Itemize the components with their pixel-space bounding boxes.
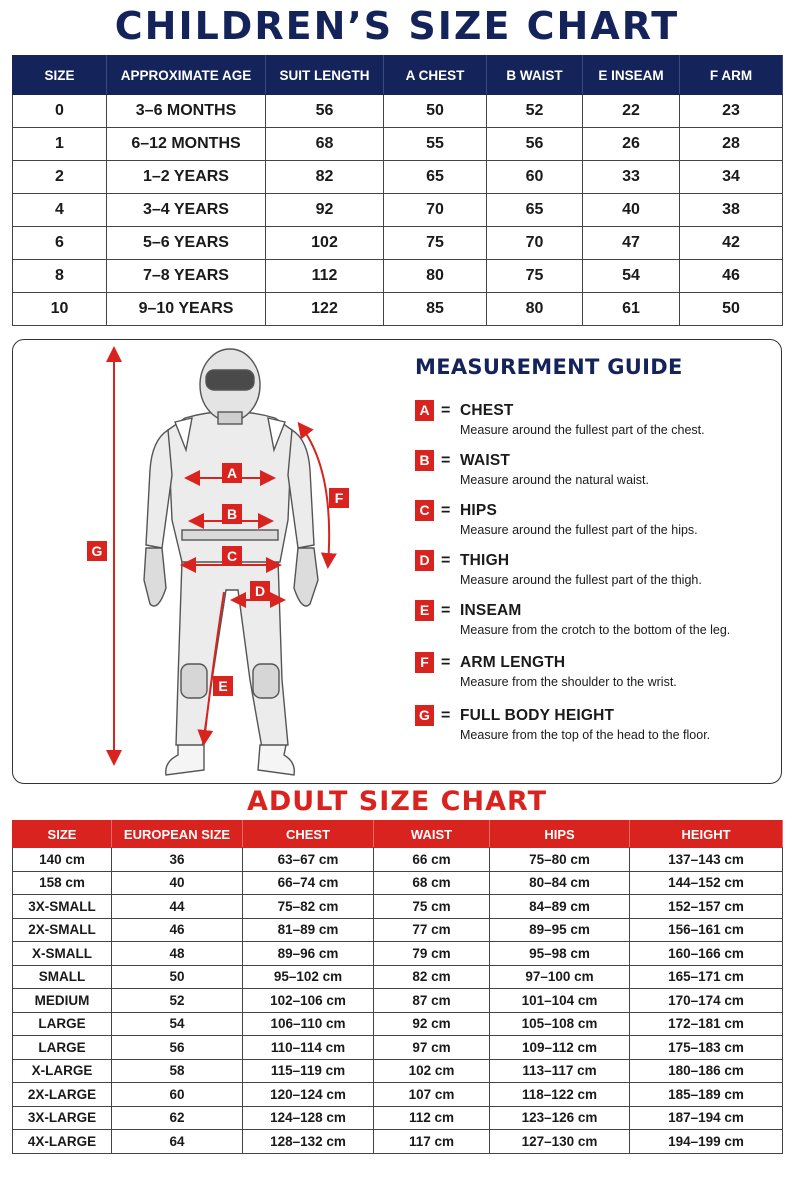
table-cell: 82 [266, 161, 384, 194]
table-cell: 87 cm [374, 989, 490, 1013]
figure-label-e: E [218, 678, 228, 694]
table-cell: 64 [112, 1130, 243, 1154]
table-row [13, 1130, 783, 1154]
table-cell: 115–119 cm [243, 1059, 374, 1083]
table-cell: 68 cm [374, 871, 490, 895]
column-header: APPROXIMATE AGE [107, 56, 266, 95]
guide-item-name: THIGH [460, 552, 510, 569]
table-cell: 84–89 cm [490, 895, 630, 919]
table-cell: 120–124 cm [243, 1083, 374, 1107]
adult-table-header-row [13, 821, 783, 848]
table-cell: 170–174 cm [630, 989, 783, 1013]
table-cell: 92 [266, 194, 384, 227]
table-cell: 2X-SMALL [13, 918, 112, 942]
table-cell: 110–114 cm [243, 1036, 374, 1060]
column-header: F ARM [680, 56, 783, 95]
table-cell: LARGE [13, 1036, 112, 1060]
table-cell: 105–108 cm [490, 1012, 630, 1036]
table-cell: 40 [112, 871, 243, 895]
table-cell: 44 [112, 895, 243, 919]
table-cell: 92 cm [374, 1012, 490, 1036]
table-cell: 63–67 cm [243, 848, 374, 872]
table-cell: 106–110 cm [243, 1012, 374, 1036]
table-cell: 9–10 YEARS [107, 293, 266, 326]
guide-letter-badge: G [415, 705, 434, 726]
table-cell: 75–80 cm [490, 848, 630, 872]
table-cell: 50 [680, 293, 783, 326]
table-cell: 56 [112, 1036, 243, 1060]
table-cell: 60 [112, 1083, 243, 1107]
equals-sign: = [441, 654, 451, 671]
table-cell: 82 cm [374, 965, 490, 989]
table-cell: 65 [487, 194, 583, 227]
table-cell: 101–104 cm [490, 989, 630, 1013]
column-header: EUROPEAN SIZE [112, 821, 243, 848]
table-cell: 102 [266, 227, 384, 260]
table-cell: 80 [384, 260, 487, 293]
table-cell: LARGE [13, 1012, 112, 1036]
table-cell: 118–122 cm [490, 1083, 630, 1107]
table-cell: 75–82 cm [243, 895, 374, 919]
table-cell: 61 [583, 293, 680, 326]
guide-item-description: Measure around the fullest part of the chest. [460, 423, 705, 437]
column-header: A CHEST [384, 56, 487, 95]
table-cell: 81–89 cm [243, 918, 374, 942]
table-cell: 4X-LARGE [13, 1130, 112, 1154]
guide-letter-badge: F [415, 652, 434, 673]
guide-item-name: CHEST [460, 402, 514, 419]
guide-item-name: INSEAM [460, 602, 522, 619]
guide-item-name: FULL BODY HEIGHT [460, 707, 615, 724]
table-cell: 66 cm [374, 848, 490, 872]
table-cell: 62 [112, 1106, 243, 1130]
table-cell: 75 cm [374, 895, 490, 919]
table-cell: 77 cm [374, 918, 490, 942]
table-cell: 102 cm [374, 1059, 490, 1083]
table-cell: 160–166 cm [630, 942, 783, 966]
table-cell: 50 [112, 965, 243, 989]
table-row [13, 918, 783, 942]
table-cell: 3–6 MONTHS [107, 95, 266, 128]
table-cell: 52 [112, 989, 243, 1013]
table-cell: 95–102 cm [243, 965, 374, 989]
guide-item-description: Measure around the natural waist. [460, 473, 649, 487]
column-header: CHEST [243, 821, 374, 848]
figure-label-b: B [226, 506, 238, 522]
table-row [13, 1059, 783, 1083]
table-cell: 66–74 cm [243, 871, 374, 895]
table-cell: 112 cm [374, 1106, 490, 1130]
table-cell: 58 [112, 1059, 243, 1083]
adult-chart-title: ADULT SIZE CHART [246, 786, 547, 817]
equals-sign: = [441, 452, 451, 469]
table-cell: X-SMALL [13, 942, 112, 966]
table-row [13, 1083, 783, 1107]
table-cell: 144–152 cm [630, 871, 783, 895]
guide-item-description: Measure from the shoulder to the wrist. [460, 675, 677, 689]
table-cell: 156–161 cm [630, 918, 783, 942]
table-cell: 113–117 cm [490, 1059, 630, 1083]
column-header: SIZE [13, 56, 107, 95]
table-cell: 80–84 cm [490, 871, 630, 895]
table-cell: 55 [384, 128, 487, 161]
table-cell: 60 [487, 161, 583, 194]
table-cell: 128–132 cm [243, 1130, 374, 1154]
table-cell: 7–8 YEARS [107, 260, 266, 293]
column-header: HEIGHT [630, 821, 783, 848]
table-cell: 50 [384, 95, 487, 128]
table-cell: 40 [583, 194, 680, 227]
table-cell: 8 [13, 260, 107, 293]
table-cell: 180–186 cm [630, 1059, 783, 1083]
table-cell: 28 [680, 128, 783, 161]
table-row [13, 1012, 783, 1036]
table-cell: 68 [266, 128, 384, 161]
table-cell: 34 [680, 161, 783, 194]
adult-table-body [13, 848, 783, 1154]
figure-label-c: C [226, 548, 238, 564]
table-cell: 46 [680, 260, 783, 293]
guide-item-name: WAIST [460, 452, 511, 469]
guide-letter-badge: A [415, 400, 434, 421]
table-cell: 127–130 cm [490, 1130, 630, 1154]
table-cell: 1 [13, 128, 107, 161]
table-cell: 54 [583, 260, 680, 293]
figure-label-f: F [334, 490, 344, 506]
table-cell: 172–181 cm [630, 1012, 783, 1036]
table-cell: 122 [266, 293, 384, 326]
table-cell: 6 [13, 227, 107, 260]
table-cell: 112 [266, 260, 384, 293]
guide-item-description: Measure from the crotch to the bottom of the leg. [460, 623, 731, 637]
column-header: SUIT LENGTH [266, 56, 384, 95]
table-cell: 48 [112, 942, 243, 966]
column-header: E INSEAM [583, 56, 680, 95]
table-cell: 1–2 YEARS [107, 161, 266, 194]
measurement-guide-title: MEASUREMENT GUIDE [415, 355, 683, 379]
equals-sign: = [441, 502, 451, 519]
table-cell: 36 [112, 848, 243, 872]
table-cell: 152–157 cm [630, 895, 783, 919]
table-cell: 54 [112, 1012, 243, 1036]
table-cell: 3–4 YEARS [107, 194, 266, 227]
table-cell: 102–106 cm [243, 989, 374, 1013]
table-cell: 185–189 cm [630, 1083, 783, 1107]
table-row [13, 1036, 783, 1060]
table-cell: 65 [384, 161, 487, 194]
table-cell: 56 [487, 128, 583, 161]
table-cell: 75 [384, 227, 487, 260]
table-cell: 5–6 YEARS [107, 227, 266, 260]
table-cell: 89–96 cm [243, 942, 374, 966]
table-cell: 187–194 cm [630, 1106, 783, 1130]
guide-item-name: ARM LENGTH [460, 654, 566, 671]
table-cell: 23 [680, 95, 783, 128]
table-cell: 117 cm [374, 1130, 490, 1154]
table-cell: 3X-SMALL [13, 895, 112, 919]
table-cell: 42 [680, 227, 783, 260]
table-cell: 175–183 cm [630, 1036, 783, 1060]
table-cell: 26 [583, 128, 680, 161]
table-cell: 47 [583, 227, 680, 260]
table-row [13, 989, 783, 1013]
guide-item-description: Measure from the top of the head to the floor. [460, 728, 711, 742]
table-cell: 6–12 MONTHS [107, 128, 266, 161]
table-cell: 56 [266, 95, 384, 128]
table-cell: SMALL [13, 965, 112, 989]
table-cell: 33 [583, 161, 680, 194]
table-cell: 38 [680, 194, 783, 227]
table-cell: 109–112 cm [490, 1036, 630, 1060]
table-cell: 46 [112, 918, 243, 942]
table-cell: 79 cm [374, 942, 490, 966]
table-cell: 137–143 cm [630, 848, 783, 872]
table-cell: 165–171 cm [630, 965, 783, 989]
table-cell: 3X-LARGE [13, 1106, 112, 1130]
table-cell: 0 [13, 95, 107, 128]
column-header: B WAIST [487, 56, 583, 95]
column-header: WAIST [374, 821, 490, 848]
guide-item-description: Measure around the fullest part of the hips. [460, 523, 698, 537]
table-cell: 2 [13, 161, 107, 194]
table-cell: 124–128 cm [243, 1106, 374, 1130]
guide-letter-badge: D [415, 550, 434, 571]
table-row [13, 942, 783, 966]
column-header: HIPS [490, 821, 630, 848]
figure-label-a: A [226, 465, 238, 481]
table-row [13, 895, 783, 919]
guide-letter-badge: C [415, 500, 434, 521]
guide-letter-badge: E [415, 600, 434, 621]
table-cell: 10 [13, 293, 107, 326]
table-cell: 70 [487, 227, 583, 260]
table-cell: 4 [13, 194, 107, 227]
column-header: SIZE [13, 821, 112, 848]
table-row [13, 965, 783, 989]
guide-letter-badge: B [415, 450, 434, 471]
equals-sign: = [441, 402, 451, 419]
table-cell: 123–126 cm [490, 1106, 630, 1130]
adult-size-table [12, 820, 783, 1154]
figure-label-g: G [91, 543, 103, 559]
table-cell: 89–95 cm [490, 918, 630, 942]
equals-sign: = [441, 707, 451, 724]
table-cell: 194–199 cm [630, 1130, 783, 1154]
table-cell: 2X-LARGE [13, 1083, 112, 1107]
table-row [13, 848, 783, 872]
table-cell: 107 cm [374, 1083, 490, 1107]
guide-item-name: HIPS [460, 502, 497, 519]
table-cell: MEDIUM [13, 989, 112, 1013]
table-row [13, 871, 783, 895]
table-cell: 52 [487, 95, 583, 128]
table-cell: 95–98 cm [490, 942, 630, 966]
table-cell: 80 [487, 293, 583, 326]
table-cell: 97–100 cm [490, 965, 630, 989]
table-cell: 158 cm [13, 871, 112, 895]
table-cell: 22 [583, 95, 680, 128]
table-cell: X-LARGE [13, 1059, 112, 1083]
children-chart-title: CHILDREN’S SIZE CHART [114, 4, 680, 48]
guide-item-description: Measure around the fullest part of the thigh. [460, 573, 702, 587]
equals-sign: = [441, 602, 451, 619]
equals-sign: = [441, 552, 451, 569]
table-cell: 75 [487, 260, 583, 293]
table-cell: 140 cm [13, 848, 112, 872]
table-cell: 97 cm [374, 1036, 490, 1060]
table-cell: 70 [384, 194, 487, 227]
figure-label-d: D [254, 583, 266, 599]
table-cell: 85 [384, 293, 487, 326]
table-row [13, 1106, 783, 1130]
